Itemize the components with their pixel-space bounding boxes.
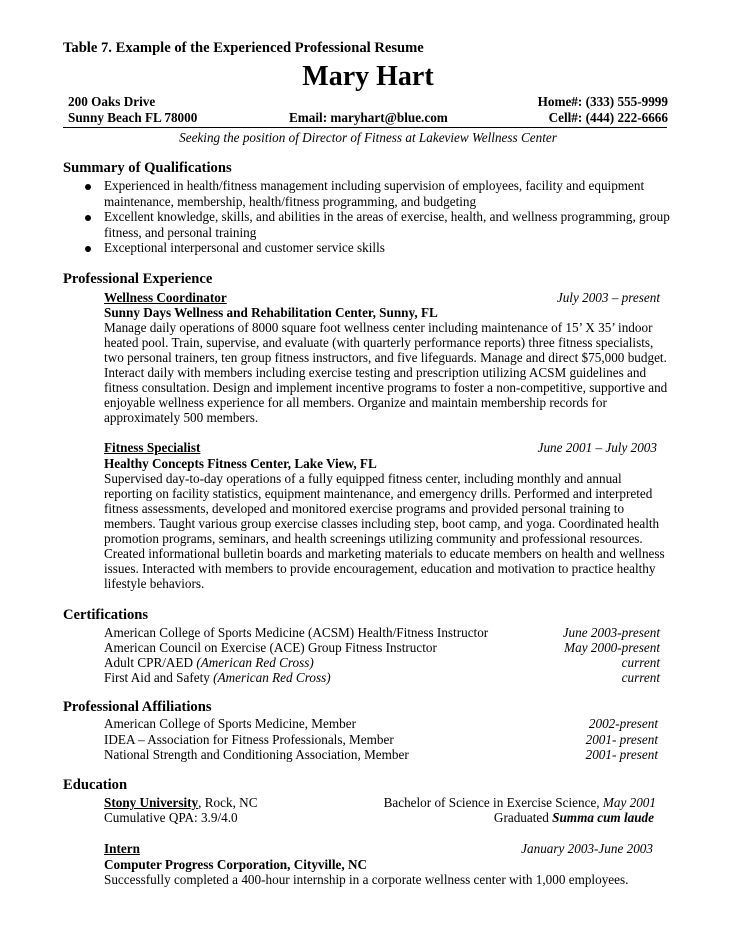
job-1-desc-line-3: two personal trainers, ten group fitness instructors, and five lifeguards. Manage and direct $75,000 budget.: [104, 350, 667, 365]
affiliation-item-2: IDEA – Association for Fitness Professionals, Member: [104, 732, 394, 747]
objective: Seeking the position of Director of Fitness at Lakeview Wellness Center: [179, 130, 557, 145]
school-name: Stony University: [104, 795, 199, 810]
job-1-desc-line-6: enjoyable wellness experience for all members. Organize and maintain membership records for: [104, 395, 607, 410]
summary-item-2-line-2: fitness, and personal training: [104, 225, 257, 240]
job-2-desc-line-8: lifestyle behaviors.: [104, 576, 205, 591]
certification-item-2: American Council on Exercise (ACE) Group Fitness Instructor: [104, 640, 437, 655]
job-2-desc-line-3: fitness assessments, developed and monitored exercise programs and provided personal training to: [104, 501, 625, 516]
intern-description: Successfully completed a 400-hour internship in a corporate wellness center with 1,000 employees.: [104, 872, 629, 887]
bullet-icon: [85, 246, 91, 252]
honors-line: Graduated Summa cum laude: [493, 810, 654, 825]
job-1-employer: Sunny Days Wellness and Rehabilitation Center, Sunny, FL: [104, 305, 438, 320]
header-divider: [63, 127, 667, 128]
affiliation-item-1: American College of Sports Medicine, Member: [104, 716, 356, 731]
job-2-desc-line-4: members. Taught various group exercise classes including step, boot camp, and yoga. Coordinated health: [104, 516, 660, 531]
home-phone: Home#: (333) 555-9999: [537, 94, 668, 109]
certification-4-date: current: [621, 670, 660, 685]
summary-heading: Summary of Qualifications: [63, 160, 232, 176]
education-heading: Education: [63, 777, 128, 793]
table-caption: Table 7. Example of the Experienced Professional Resume: [63, 40, 424, 56]
certification-2-date: May 2000-present: [564, 640, 660, 655]
job-2-desc-line-1: Supervised day-to-day operations of a fully equipped fitness center, including monthly and annual: [104, 471, 622, 486]
summary-item-3: Exceptional interpersonal and customer service skills: [104, 240, 385, 255]
degree-line: Bachelor of Science in Exercise Science, May 2001: [383, 795, 656, 810]
job-1-desc-line-5: fitness consultation. Design and implement incentive programs to foster a non-competitive, supportive and: [104, 380, 668, 395]
certification-item-4: First Aid and Safety (American Red Cross): [104, 670, 331, 685]
candidate-name: Mary Hart: [302, 61, 434, 92]
address-line-1: 200 Oaks Drive: [68, 94, 156, 109]
job-2-employer: Healthy Concepts Fitness Center, Lake View, FL: [104, 456, 377, 471]
cumulative-qpa: Cumulative QPA: 3.9/4.0: [104, 810, 238, 825]
school-line: Stony University, Rock, NC: [104, 795, 258, 810]
job-1-desc-line-1: Manage daily operations of 8000 square foot wellness center including maintenance of 15’ X 35’ indoor: [104, 320, 653, 335]
job-2-desc-line-6: Created informational bulletin boards and marketing materials to educate members on health and wellness: [104, 546, 665, 561]
certification-item-3: Adult CPR/AED (American Red Cross): [104, 655, 314, 670]
summary-item-1-line-1: Experienced in health/fitness management including supervision of employees, facility and equipment: [104, 178, 645, 193]
job-1-title: Wellness Coordinator: [104, 290, 227, 305]
address-line-2: Sunny Beach FL 78000: [68, 110, 198, 125]
job-1-desc-line-7: approximately 500 members.: [104, 410, 259, 425]
affiliation-3-date: 2001- present: [585, 747, 658, 762]
affiliation-item-3: National Strength and Conditioning Association, Member: [104, 747, 409, 762]
job-2-dates: June 2001 – July 2003: [537, 440, 657, 455]
job-2-desc-line-5: promotion programs, seminars, and health screenings utilizing community and professional resources.: [104, 531, 643, 546]
experience-heading: Professional Experience: [63, 271, 213, 287]
job-1-desc-line-4: Interact daily with members including exercise testing and prescription utilizing ACSM guidelines and: [104, 365, 647, 380]
certification-3-date: current: [621, 655, 660, 670]
email-address: Email: maryhart@blue.com: [289, 110, 448, 125]
job-2-desc-line-7: issues. Interacted with members to provide encouragement, education and motivation to practice healthy: [104, 561, 656, 576]
certification-1-date: June 2003-present: [562, 625, 660, 640]
intern-title: Intern: [104, 841, 140, 856]
job-2-title: Fitness Specialist: [104, 440, 201, 455]
bullet-icon: [85, 184, 91, 190]
summary-item-2-line-1: Excellent knowledge, skills, and abilities in the areas of exercise, health, and wellness programming, group: [104, 209, 670, 224]
affiliation-2-date: 2001- present: [585, 732, 658, 747]
job-2-desc-line-2: reporting on facility statistics, equipment maintenance, and emergency drills. Performed and interpreted: [104, 486, 653, 501]
certification-item-1: American College of Sports Medicine (ACSM) Health/Fitness Instructor: [104, 625, 489, 640]
affiliation-1-date: 2002-present: [588, 716, 658, 731]
cell-phone: Cell#: (444) 222-6666: [548, 110, 668, 125]
job-1-dates: July 2003 – present: [556, 290, 660, 305]
job-1-desc-line-2: heated pool. Train, supervise, and evaluate (with quarterly performance reports) three fitness specialists,: [104, 335, 654, 350]
intern-employer: Computer Progress Corporation, Cityville, NC: [104, 857, 367, 872]
summary-item-1-line-2: maintenance, membership, health/fitness programming, and budgeting: [104, 194, 477, 209]
certifications-heading: Certifications: [63, 607, 149, 623]
affiliations-heading: Professional Affiliations: [63, 699, 212, 715]
bullet-icon: [85, 215, 91, 221]
intern-dates: January 2003-June 2003: [521, 841, 653, 856]
